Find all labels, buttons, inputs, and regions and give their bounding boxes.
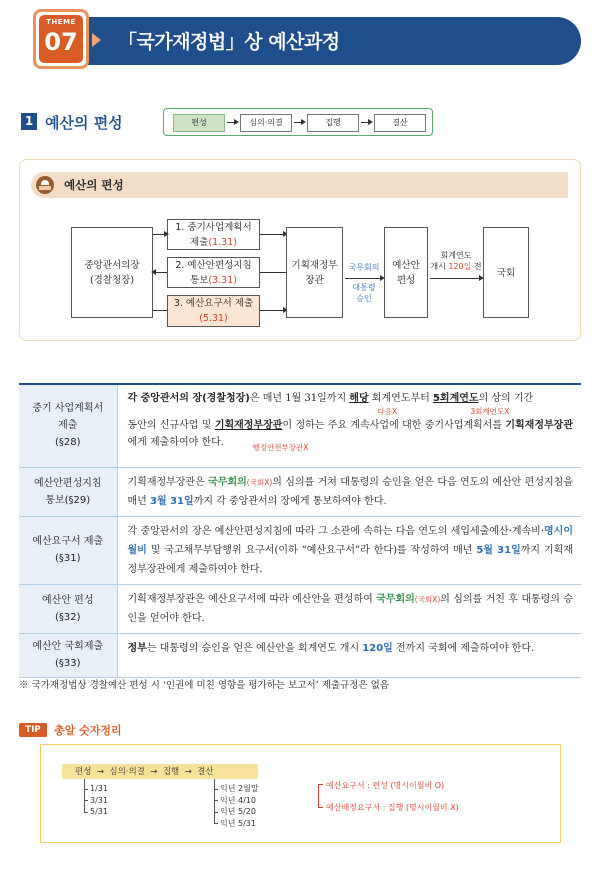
tip-flow: 편성 → 심의·의결 → 집행 → 결산 <box>75 767 214 777</box>
handwritten-note: 다음X <box>377 407 398 416</box>
row-header: 중기 사업계획서 제출 (§28) <box>19 384 117 467</box>
tip-title: 총알 숫자정리 <box>54 724 122 737</box>
table-row <box>19 384 581 467</box>
arrow-right-icon <box>345 278 383 279</box>
handwritten-note: 3회계연도X <box>470 407 510 416</box>
row-text: 정부는 대통령의 승인을 얻은 예산안을 회계연도 개시 120일 전까지 국회에 제출하여야 한다. <box>117 633 581 677</box>
officer-icon <box>36 176 54 194</box>
handwritten-note: 예산배정요구서 : 집행 (명시이월비 X) <box>326 803 459 812</box>
section-title: 예산의 편성 <box>45 114 123 132</box>
flow-step-settle: 결산 <box>374 114 426 132</box>
table-row <box>19 467 581 516</box>
cabinet-label: 국무회의 <box>348 263 380 272</box>
flow-step-execute: 집행 <box>307 114 359 132</box>
step-budget-guideline: 2. 예산안편성지침 통보(3.31) <box>167 257 260 288</box>
process-flow <box>163 108 433 136</box>
chevron-right-icon <box>92 33 101 47</box>
row-text: 각 중앙관서의 장은 예산안편성지침에 따라 그 소관에 속하는 다음 연도의 세입세출예산·계속비·명시이월비 및 국고채무부담행위 요구서(이하 “예산요구서”라 한다)를 작성하여 매년 5월 31일까지 기획재정부장관에게 제출하여야 한다. <box>117 516 581 584</box>
table-row <box>19 584 581 633</box>
fiscal-year-note: 회계연도 개시 120일 전 <box>430 251 482 271</box>
flow-step-draft: 편성 <box>173 114 225 132</box>
row-header: 예산요구서 제출 (§31) <box>19 516 117 584</box>
budget-law-table <box>19 383 581 678</box>
budget-draft-box: 예산안 편성 <box>384 227 428 318</box>
theme-label: THEME <box>46 18 76 26</box>
step-budget-request: 3. 예산요구서 제출 (5.31) <box>167 295 260 327</box>
arrow-right-icon <box>430 278 482 279</box>
row-header: 예산안 편성 (§32) <box>19 584 117 633</box>
tip-left-dates: 1/31 3/31 5/31 <box>90 784 108 816</box>
handwritten-note: 예산요구서 : 편성 (명시이월비 O) <box>326 781 445 790</box>
arrow-right-icon <box>361 122 371 123</box>
row-text: 기획재정부장관은 국무회의(국회X)의 심의를 거쳐 대통령의 승인을 얻은 다음 연도의 예산안 편성지침을 매년 3월 31일까지 각 중앙관서의 장에게 통보하여야 한다. <box>117 467 581 516</box>
ministry-head-box: 중앙관서의장 (경찰청장) <box>71 227 153 318</box>
row-header: 예산안 국회제출 (§33) <box>19 633 117 677</box>
arrow-right-icon <box>227 122 237 123</box>
page-title: 「국가재정법」상 예산과정 <box>118 31 340 53</box>
footnote: ※ 국가재정법상 경찰예산 편성 시 ‘인권에 미친 영향을 평가하는 보고서’ 제출규정은 없음 <box>19 680 389 691</box>
row-text: 기획재정부장관은 예산요구서에 따라 예산안을 편성하여 국무회의(국회X)의 심의를 거친 후 대통령의 승인을 얻어야 한다. <box>117 584 581 633</box>
handwritten-note: 행정안전부장관X <box>252 443 309 452</box>
tip-right-dates: 익년 2월말 익년 4/10 익년 5/20 익년 5/31 <box>220 784 259 828</box>
president-approval: 대통령 승인 <box>352 283 376 303</box>
tip-badge: TIP <box>19 723 47 737</box>
table-row <box>19 516 581 584</box>
theme-number: 07 <box>44 28 78 56</box>
tip-box <box>40 744 561 843</box>
step-midterm-plan: 1. 중기사업계획서 제출(1.31) <box>167 219 260 250</box>
row-text: 각 중앙관서의 장(경찰청장)은 매년 1월 31일까지 해당 회계연도부터 5회계연도의 상의 기간 다음X 3회계연도X 동안의 신규사업 및 기획재정부장관이 정하는 주요 계속사업에 대한 중기사업계획서를 기획재정부장관에게 제출하여야 한다. 행정안전부장관X <box>117 384 581 467</box>
finance-minister-box: 기획재정부 장관 <box>286 227 343 318</box>
theme-badge <box>33 9 89 69</box>
arrow-left-icon <box>153 272 167 273</box>
row-header: 예산안편성지침 통보(§29) <box>19 467 117 516</box>
national-assembly-box: 국회 <box>483 227 529 318</box>
section-number: 1 <box>21 113 37 130</box>
flow-step-review: 심의·의결 <box>240 114 292 132</box>
arrow-right-icon <box>260 234 286 235</box>
panel-title: 예산의 편성 <box>64 178 124 192</box>
table-row <box>19 633 581 677</box>
arrow-right-icon <box>260 310 286 311</box>
arrow-right-icon <box>294 122 304 123</box>
